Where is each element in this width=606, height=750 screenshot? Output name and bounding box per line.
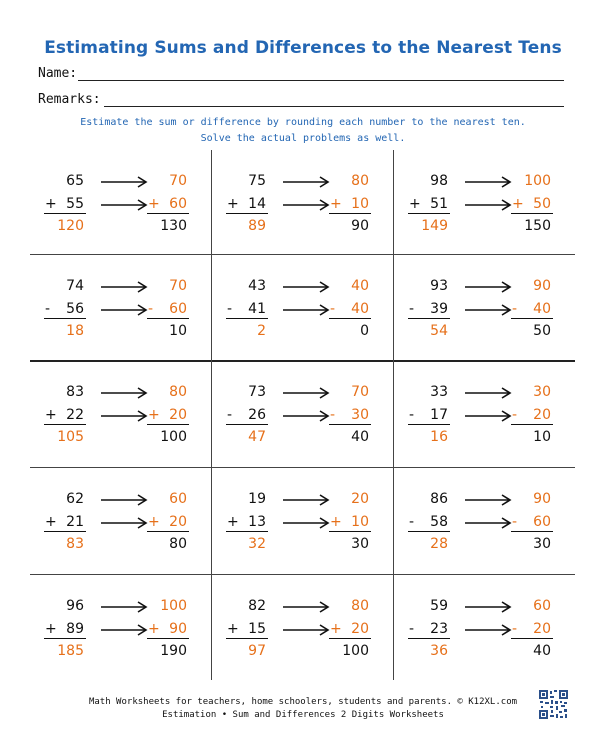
- name-label: Name:: [38, 66, 78, 81]
- operator: +: [45, 196, 57, 212]
- answer-rule: [147, 318, 189, 319]
- answer-rule: [44, 638, 86, 639]
- rounded-second-number: 20: [533, 621, 551, 637]
- second-number: 23: [430, 621, 448, 637]
- long-right-arrow-icon: [100, 304, 148, 316]
- rounded-first-number: 80: [351, 173, 369, 189]
- first-number: 93: [430, 278, 448, 294]
- operator: +: [409, 196, 421, 212]
- actual-answer: 54: [430, 323, 448, 339]
- answer-rule: [408, 213, 450, 214]
- long-right-arrow-icon: [464, 410, 512, 422]
- operator: +: [227, 514, 239, 530]
- instructions-line-1: Estimate the sum or difference by rounding each number to the nearest ten.: [80, 117, 526, 128]
- rounded-first-number: 90: [533, 278, 551, 294]
- footer-line-1: Math Worksheets for teachers, home schoolers, students and parents. © K12XL.com: [88, 697, 518, 707]
- problem-cell: [212, 483, 393, 583]
- problem-cell: [30, 483, 211, 583]
- long-right-arrow-icon: [100, 601, 148, 613]
- estimated-answer: 40: [533, 643, 551, 659]
- problem-cell: [394, 590, 575, 690]
- answer-rule: [511, 213, 553, 214]
- operator: +: [45, 621, 57, 637]
- rounded-operator: +: [330, 621, 342, 637]
- long-right-arrow-icon: [464, 494, 512, 506]
- problem-cell: [212, 165, 393, 265]
- rounded-first-number: 60: [169, 491, 187, 507]
- problem-cell: [394, 376, 575, 476]
- second-number: 51: [430, 196, 448, 212]
- long-right-arrow-icon: [464, 199, 512, 211]
- estimated-answer: 50: [533, 323, 551, 339]
- footer-line-2: Estimation • Sum and Differences 2 Digits Worksheets: [162, 710, 444, 720]
- first-number: 96: [66, 598, 84, 614]
- long-right-arrow-icon: [282, 624, 330, 636]
- estimated-answer: 190: [160, 643, 187, 659]
- second-number: 22: [66, 407, 84, 423]
- answer-rule: [147, 531, 189, 532]
- answer-rule: [147, 638, 189, 639]
- actual-answer: 28: [430, 536, 448, 552]
- estimated-answer: 10: [533, 429, 551, 445]
- long-right-arrow-icon: [100, 517, 148, 529]
- rounded-second-number: 50: [533, 196, 551, 212]
- answer-rule: [408, 638, 450, 639]
- long-right-arrow-icon: [100, 494, 148, 506]
- estimated-answer: 100: [160, 429, 187, 445]
- answer-rule: [44, 531, 86, 532]
- rounded-first-number: 60: [533, 598, 551, 614]
- second-number: 41: [248, 301, 266, 317]
- first-number: 73: [248, 384, 266, 400]
- second-number: 26: [248, 407, 266, 423]
- rounded-operator: +: [512, 196, 524, 212]
- rounded-first-number: 70: [351, 384, 369, 400]
- long-right-arrow-icon: [464, 281, 512, 293]
- answer-rule: [147, 213, 189, 214]
- second-number: 17: [430, 407, 448, 423]
- long-right-arrow-icon: [464, 176, 512, 188]
- rounded-first-number: 30: [533, 384, 551, 400]
- first-number: 62: [66, 491, 84, 507]
- rounded-second-number: 20: [351, 621, 369, 637]
- rounded-operator: +: [148, 196, 160, 212]
- answer-rule: [226, 638, 268, 639]
- rounded-operator: +: [330, 514, 342, 530]
- first-number: 82: [248, 598, 266, 614]
- answer-rule: [511, 531, 553, 532]
- second-number: 56: [66, 301, 84, 317]
- rounded-second-number: 90: [169, 621, 187, 637]
- rounded-operator: -: [512, 514, 518, 530]
- first-number: 86: [430, 491, 448, 507]
- answer-rule: [511, 424, 553, 425]
- first-number: 43: [248, 278, 266, 294]
- estimated-answer: 100: [342, 643, 369, 659]
- second-number: 15: [248, 621, 266, 637]
- remarks-label: Remarks:: [38, 92, 101, 107]
- long-right-arrow-icon: [100, 176, 148, 188]
- answer-rule: [408, 424, 450, 425]
- rounded-second-number: 40: [351, 301, 369, 317]
- actual-answer: 185: [57, 643, 84, 659]
- estimated-answer: 90: [351, 218, 369, 234]
- rounded-operator: -: [512, 301, 518, 317]
- long-right-arrow-icon: [100, 281, 148, 293]
- second-number: 13: [248, 514, 266, 530]
- answer-rule: [226, 213, 268, 214]
- instructions: [0, 115, 606, 147]
- rounded-second-number: 60: [533, 514, 551, 530]
- long-right-arrow-icon: [100, 624, 148, 636]
- remarks-field: [38, 92, 566, 110]
- operator: -: [409, 407, 415, 423]
- second-number: 58: [430, 514, 448, 530]
- long-right-arrow-icon: [100, 199, 148, 211]
- answer-rule: [511, 318, 553, 319]
- operator: +: [45, 407, 57, 423]
- rounded-operator: +: [148, 514, 160, 530]
- long-right-arrow-icon: [282, 410, 330, 422]
- operator: -: [45, 301, 51, 317]
- rounded-first-number: 40: [351, 278, 369, 294]
- actual-answer: 120: [57, 218, 84, 234]
- rounded-operator: -: [148, 301, 154, 317]
- actual-answer: 47: [248, 429, 266, 445]
- rounded-operator: +: [330, 196, 342, 212]
- actual-answer: 32: [248, 536, 266, 552]
- rounded-first-number: 80: [351, 598, 369, 614]
- rounded-second-number: 10: [351, 514, 369, 530]
- answer-rule: [147, 424, 189, 425]
- first-number: 33: [430, 384, 448, 400]
- actual-answer: 2: [257, 323, 266, 339]
- actual-answer: 149: [421, 218, 448, 234]
- problem-cell: [30, 590, 211, 690]
- rounded-first-number: 70: [169, 278, 187, 294]
- long-right-arrow-icon: [464, 601, 512, 613]
- answer-rule: [329, 213, 371, 214]
- worksheet-title: Estimating Sums and Differences to the Nearest Tens: [44, 38, 562, 58]
- name-line[interactable]: [78, 80, 564, 81]
- rounded-operator: -: [330, 407, 336, 423]
- operator: -: [409, 301, 415, 317]
- long-right-arrow-icon: [464, 624, 512, 636]
- answer-rule: [329, 424, 371, 425]
- actual-answer: 83: [66, 536, 84, 552]
- long-right-arrow-icon: [282, 494, 330, 506]
- long-right-arrow-icon: [282, 176, 330, 188]
- rounded-second-number: 60: [169, 301, 187, 317]
- operator: +: [45, 514, 57, 530]
- answer-rule: [44, 424, 86, 425]
- rounded-second-number: 20: [169, 514, 187, 530]
- actual-answer: 97: [248, 643, 266, 659]
- long-right-arrow-icon: [282, 199, 330, 211]
- long-right-arrow-icon: [100, 387, 148, 399]
- operator: -: [409, 514, 415, 530]
- problem-cell: [30, 165, 211, 265]
- operator: +: [227, 621, 239, 637]
- answer-rule: [226, 531, 268, 532]
- long-right-arrow-icon: [282, 387, 330, 399]
- remarks-line[interactable]: [104, 106, 564, 107]
- second-number: 14: [248, 196, 266, 212]
- answer-rule: [408, 318, 450, 319]
- rounded-operator: -: [512, 407, 518, 423]
- problem-cell: [212, 270, 393, 370]
- long-right-arrow-icon: [282, 601, 330, 613]
- estimated-answer: 150: [524, 218, 551, 234]
- rounded-operator: +: [148, 621, 160, 637]
- answer-rule: [226, 424, 268, 425]
- rounded-first-number: 70: [169, 173, 187, 189]
- problem-cell: [212, 376, 393, 476]
- estimated-answer: 10: [169, 323, 187, 339]
- rounded-second-number: 30: [351, 407, 369, 423]
- operator: -: [227, 301, 233, 317]
- answer-rule: [44, 213, 86, 214]
- long-right-arrow-icon: [100, 410, 148, 422]
- answer-rule: [329, 531, 371, 532]
- problem-cell: [30, 376, 211, 476]
- problem-cell: [394, 165, 575, 265]
- operator: -: [227, 407, 233, 423]
- instructions-line-2: Solve the actual problems as well.: [200, 133, 406, 144]
- first-number: 65: [66, 173, 84, 189]
- rounded-first-number: 80: [169, 384, 187, 400]
- second-number: 55: [66, 196, 84, 212]
- second-number: 89: [66, 621, 84, 637]
- long-right-arrow-icon: [282, 281, 330, 293]
- qr-code-icon: [538, 689, 569, 720]
- rounded-second-number: 40: [533, 301, 551, 317]
- answer-rule: [511, 638, 553, 639]
- estimated-answer: 0: [360, 323, 369, 339]
- estimated-answer: 40: [351, 429, 369, 445]
- long-right-arrow-icon: [464, 304, 512, 316]
- rounded-operator: -: [512, 621, 518, 637]
- first-number: 19: [248, 491, 266, 507]
- answer-rule: [44, 318, 86, 319]
- estimated-answer: 80: [169, 536, 187, 552]
- rounded-first-number: 90: [533, 491, 551, 507]
- rounded-second-number: 60: [169, 196, 187, 212]
- answer-rule: [329, 638, 371, 639]
- rounded-operator: -: [330, 301, 336, 317]
- estimated-answer: 30: [533, 536, 551, 552]
- operator: +: [227, 196, 239, 212]
- estimated-answer: 30: [351, 536, 369, 552]
- rounded-operator: +: [148, 407, 160, 423]
- problem-cell: [30, 270, 211, 370]
- rounded-second-number: 10: [351, 196, 369, 212]
- rounded-first-number: 20: [351, 491, 369, 507]
- name-field: [38, 66, 566, 84]
- rounded-first-number: 100: [160, 598, 187, 614]
- rounded-second-number: 20: [169, 407, 187, 423]
- answer-rule: [329, 318, 371, 319]
- footer: [0, 696, 606, 722]
- problem-cell: [394, 483, 575, 583]
- rounded-first-number: 100: [524, 173, 551, 189]
- first-number: 83: [66, 384, 84, 400]
- second-number: 21: [66, 514, 84, 530]
- long-right-arrow-icon: [282, 304, 330, 316]
- actual-answer: 18: [66, 323, 84, 339]
- actual-answer: 89: [248, 218, 266, 234]
- first-number: 98: [430, 173, 448, 189]
- actual-answer: 105: [57, 429, 84, 445]
- problem-cell: [394, 270, 575, 370]
- operator: -: [409, 621, 415, 637]
- first-number: 74: [66, 278, 84, 294]
- answer-rule: [226, 318, 268, 319]
- first-number: 75: [248, 173, 266, 189]
- answer-rule: [408, 531, 450, 532]
- long-right-arrow-icon: [464, 387, 512, 399]
- long-right-arrow-icon: [282, 517, 330, 529]
- estimated-answer: 130: [160, 218, 187, 234]
- actual-answer: 16: [430, 429, 448, 445]
- actual-answer: 36: [430, 643, 448, 659]
- problem-cell: [212, 590, 393, 690]
- first-number: 59: [430, 598, 448, 614]
- rounded-second-number: 20: [533, 407, 551, 423]
- long-right-arrow-icon: [464, 517, 512, 529]
- second-number: 39: [430, 301, 448, 317]
